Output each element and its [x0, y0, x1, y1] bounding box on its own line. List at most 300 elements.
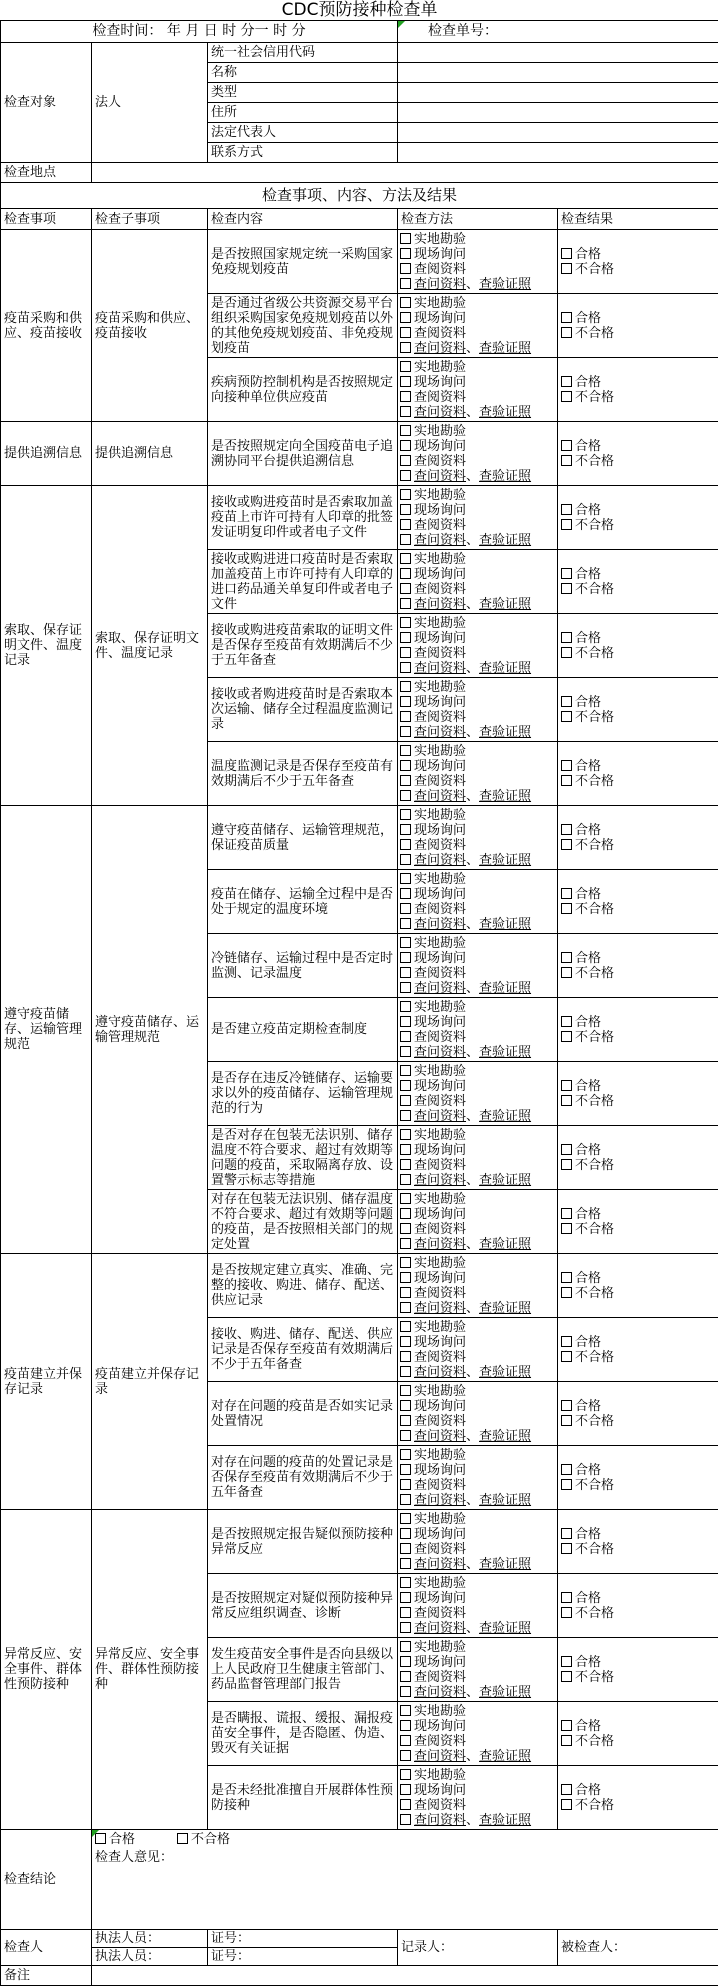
option-label: 、 [466, 404, 480, 420]
checkbox-icon[interactable] [400, 711, 411, 722]
content-cell: 发生疫苗安全事件是否向县级以上人民政府卫生健康主管部门、药品监督管理部门报告 [208, 1638, 398, 1702]
subject-field-label: 统一社会信用代码 [208, 43, 398, 63]
option-label: 不合格 [575, 709, 615, 725]
checkbox-icon[interactable] [400, 1031, 411, 1042]
checkbox-icon[interactable] [561, 1031, 572, 1042]
checkbox-icon[interactable] [400, 1001, 411, 1012]
checkbox-icon[interactable] [400, 1415, 411, 1426]
option-label: 不合格 [575, 965, 615, 981]
option-method [400, 1414, 555, 1429]
checkbox-icon[interactable] [561, 263, 572, 274]
checkbox-icon[interactable] [400, 662, 411, 673]
content-cell: 是否存在违反冷链储存、运输要求以外的疫苗储存、运输管理规范的行为 [208, 1062, 398, 1126]
checkbox-icon[interactable] [400, 632, 411, 643]
option-label: 查验证照 [479, 1428, 532, 1444]
checkbox-icon[interactable] [561, 1784, 572, 1795]
checkbox-icon[interactable] [561, 391, 572, 402]
checkbox-icon[interactable] [400, 1720, 411, 1731]
checkbox-icon[interactable] [400, 1193, 411, 1204]
checkbox-icon[interactable] [400, 263, 411, 274]
subject-field-value[interactable] [398, 63, 718, 83]
option-label: 查阅资料 [414, 1669, 467, 1685]
results-cell [558, 1382, 718, 1446]
checkbox-icon[interactable] [400, 1769, 411, 1780]
checkbox-icon[interactable] [561, 519, 572, 530]
checkbox-icon[interactable] [400, 504, 411, 515]
checkbox-icon[interactable] [400, 809, 411, 820]
checkbox-icon[interactable] [561, 1735, 572, 1746]
checkbox-icon[interactable] [400, 278, 411, 289]
checkbox-icon[interactable] [561, 903, 572, 914]
checkbox-icon[interactable] [400, 1784, 411, 1795]
option-result [561, 390, 715, 405]
checkbox-icon[interactable] [400, 1287, 411, 1298]
option-label: 、 [466, 1300, 480, 1316]
subject-label: 检查对象 [1, 43, 92, 163]
option-result [561, 1350, 715, 1365]
checkbox-icon[interactable] [400, 1558, 411, 1569]
checkbox-icon[interactable] [400, 1065, 411, 1076]
sheet-number-field[interactable] [398, 21, 718, 43]
inspection-time-field[interactable]: 检查时间： 年 月 日 时 分一 时 分 [1, 21, 398, 43]
methods-cell [398, 998, 558, 1062]
option-method [400, 1286, 555, 1301]
item-cell: 索取、保存证明文件、温度记录 [1, 486, 92, 806]
option-method [400, 1320, 555, 1335]
results-cell [558, 1574, 718, 1638]
checkbox-icon[interactable] [561, 583, 572, 594]
checkbox-icon[interactable] [400, 233, 411, 244]
checkbox-icon[interactable] [400, 248, 411, 259]
checkbox-icon[interactable] [400, 726, 411, 737]
option-label: 查阅资料 [414, 1349, 467, 1365]
checkbox-icon[interactable] [400, 455, 411, 466]
subject-field-value[interactable] [398, 123, 718, 143]
option-label: 查阅资料 [414, 581, 467, 597]
methods-cell [398, 742, 558, 806]
checkbox-icon[interactable] [400, 1208, 411, 1219]
option-label: 、 [466, 1620, 480, 1636]
checkbox-icon[interactable] [400, 1464, 411, 1475]
checkbox-icon[interactable] [400, 1080, 411, 1091]
option-label: 查问资料 [414, 1428, 467, 1444]
checkbox-icon[interactable] [561, 312, 572, 323]
checkbox-icon[interactable] [561, 1543, 572, 1554]
methods-cell [398, 1702, 558, 1766]
checkbox-icon[interactable] [400, 1735, 411, 1746]
checkbox-icon[interactable] [400, 598, 411, 609]
option-label: 合格 [575, 758, 602, 774]
col-header-item: 检查事项 [1, 209, 92, 230]
checkbox-icon[interactable] [400, 1479, 411, 1490]
option-method-combo [400, 1749, 555, 1764]
checkbox-icon[interactable] [561, 1479, 572, 1490]
checkbox-icon[interactable] [400, 1799, 411, 1810]
checkbox-icon[interactable] [561, 1607, 572, 1618]
checkbox-icon[interactable] [400, 647, 411, 658]
checkbox-icon[interactable] [400, 1366, 411, 1377]
checkbox-icon[interactable] [561, 568, 572, 579]
checkbox-icon[interactable] [561, 248, 572, 259]
checkbox-icon[interactable] [400, 470, 411, 481]
checkbox-icon[interactable] [561, 888, 572, 899]
methods-cell [398, 1446, 558, 1510]
subitem-cell: 提供追溯信息 [92, 422, 208, 486]
officer-field[interactable]: 执法人员： [92, 1930, 208, 1948]
checkbox-icon[interactable] [400, 1385, 411, 1396]
option-method [400, 1463, 555, 1478]
content-cell: 是否按照规定报告疑似预防接种异常反应 [208, 1510, 398, 1574]
checkbox-icon[interactable] [400, 1449, 411, 1460]
option-method [400, 710, 555, 725]
subject-field-value[interactable] [398, 143, 718, 163]
checkbox-icon[interactable] [561, 647, 572, 658]
checkbox-icon[interactable] [400, 1686, 411, 1697]
checkbox-icon[interactable] [561, 1272, 572, 1283]
option-label: 查问资料 [414, 276, 467, 292]
checkbox-icon[interactable] [400, 790, 411, 801]
remark-value-field[interactable] [92, 1966, 718, 1986]
option-label: 合格 [575, 1206, 602, 1222]
checkbox-icon[interactable] [400, 489, 411, 500]
conclusion-options [95, 1831, 715, 1849]
option-label: 合格 [575, 1142, 602, 1158]
option-label: 查阅资料 [414, 1221, 467, 1237]
checkbox-icon[interactable] [400, 873, 411, 884]
recorder-field[interactable]: 记录人： [398, 1930, 558, 1966]
checkbox-icon[interactable] [561, 1799, 572, 1810]
results-cell [558, 1062, 718, 1126]
checkbox-icon[interactable] [400, 1641, 411, 1652]
checkbox-icon[interactable] [400, 440, 411, 451]
content-cell: 是否未经批准擅自开展群体性预防接种 [208, 1766, 398, 1830]
option-label: 现场询问 [414, 758, 467, 774]
checkbox-icon[interactable] [400, 1607, 411, 1618]
option-label: 实地勘验 [414, 999, 467, 1015]
option-method [400, 247, 555, 262]
inspected-party-field[interactable]: 被检查人： [558, 1930, 718, 1966]
checkbox-icon[interactable] [561, 1415, 572, 1426]
option-label: 现场询问 [414, 1142, 467, 1158]
content-cell: 对存在问题的疫苗是否如实记录处置情况 [208, 1382, 398, 1446]
option-method-combo [400, 917, 555, 932]
option-label: 现场询问 [414, 694, 467, 710]
option-label: 查验证照 [479, 980, 532, 996]
option-result [561, 966, 715, 981]
checkbox-icon[interactable] [561, 1095, 572, 1106]
option-label: 实地勘验 [414, 423, 467, 439]
checkbox-icon[interactable] [400, 824, 411, 835]
option-method-combo [400, 597, 555, 612]
checkbox-icon[interactable] [400, 681, 411, 692]
option-label: 查问资料 [414, 1108, 467, 1124]
option-label: 查验证照 [479, 724, 532, 740]
results-cell [558, 1638, 718, 1702]
option-label: 现场询问 [414, 1334, 467, 1350]
option-label: 查验证照 [479, 1172, 532, 1188]
option-result [561, 326, 715, 341]
option-method [400, 488, 555, 503]
checkbox-icon[interactable] [400, 1671, 411, 1682]
results-cell [558, 934, 718, 998]
results-cell [558, 998, 718, 1062]
option-label: 实地勘验 [414, 295, 467, 311]
option-method [400, 1527, 555, 1542]
checkbox-icon[interactable] [561, 824, 572, 835]
subject-field-value[interactable] [398, 83, 718, 103]
checkbox-icon[interactable] [400, 534, 411, 545]
checkbox-icon[interactable] [400, 406, 411, 417]
option-method-combo [400, 1301, 555, 1316]
checkbox-icon[interactable] [400, 568, 411, 579]
checkbox-icon[interactable] [400, 361, 411, 372]
checkbox-icon[interactable] [400, 1272, 411, 1283]
checkbox-icon[interactable] [561, 1592, 572, 1603]
checkbox-icon[interactable] [400, 1577, 411, 1588]
option-method [400, 1591, 555, 1606]
option-method [400, 1542, 555, 1557]
checkbox-icon[interactable] [400, 1814, 411, 1825]
checkbox-icon[interactable] [400, 391, 411, 402]
cert-number-field[interactable]: 证号： [208, 1930, 398, 1948]
checkbox-icon[interactable] [561, 775, 572, 786]
results-cell [558, 486, 718, 550]
option-method [400, 552, 555, 567]
checkbox-icon[interactable] [400, 553, 411, 564]
option-label: 、 [466, 1492, 480, 1508]
content-cell: 温度监测记录是否保存至疫苗有效期满后不少于五年备查 [208, 742, 398, 806]
checkbox-icon[interactable] [561, 1223, 572, 1234]
checkbox-icon[interactable] [400, 1430, 411, 1441]
checkbox-icon[interactable] [400, 1336, 411, 1347]
option-label: 实地勘验 [414, 1063, 467, 1079]
methods-cell [398, 1574, 558, 1638]
option-label: 现场询问 [414, 1462, 467, 1478]
option-method [400, 1576, 555, 1591]
option-method [400, 1192, 555, 1207]
option-label: 查问资料 [414, 1364, 467, 1380]
checkbox-icon[interactable] [400, 696, 411, 707]
option-method [400, 424, 555, 439]
checkbox-icon[interactable] [561, 696, 572, 707]
checkbox-icon[interactable] [561, 1656, 572, 1667]
comment-marker-icon [398, 21, 405, 28]
checkbox-icon[interactable] [561, 440, 572, 451]
option-label: 查验证照 [479, 532, 532, 548]
conclusion-field[interactable] [92, 1830, 718, 1930]
option-method [400, 646, 555, 661]
checkbox-icon[interactable] [400, 854, 411, 865]
checkbox-icon[interactable] [177, 1833, 188, 1844]
checkbox-icon[interactable] [561, 1400, 572, 1411]
checkbox-icon[interactable] [400, 1174, 411, 1185]
results-cell [558, 1190, 718, 1254]
checkbox-icon[interactable] [400, 937, 411, 948]
checkbox-icon[interactable] [561, 967, 572, 978]
checkbox-icon[interactable] [400, 775, 411, 786]
checkbox-icon[interactable] [400, 1016, 411, 1027]
option-method-combo [400, 981, 555, 996]
content-cell: 接收或购进疫苗时是否索取加盖疫苗上市许可持有人印章的批签发证明复印件或者电子文件 [208, 486, 398, 550]
option-result [561, 759, 715, 774]
option-result [561, 951, 715, 966]
item-cell: 疫苗建立并保存记录 [1, 1254, 92, 1510]
checkbox-icon[interactable] [400, 1705, 411, 1716]
checkbox-icon[interactable] [400, 519, 411, 530]
option-method [400, 1655, 555, 1670]
option-label: 现场询问 [414, 1206, 467, 1222]
checkbox-icon[interactable] [400, 745, 411, 756]
checkbox-icon[interactable] [561, 455, 572, 466]
checkbox-icon[interactable] [400, 1144, 411, 1155]
checkbox-icon[interactable] [400, 952, 411, 963]
checkbox-icon[interactable] [561, 632, 572, 643]
checkbox-icon[interactable] [400, 1159, 411, 1170]
checkbox-icon[interactable] [400, 327, 411, 338]
option-method [400, 1143, 555, 1158]
option-label: 查验证照 [479, 596, 532, 612]
option-method [400, 1384, 555, 1399]
option-method [400, 567, 555, 582]
methods-cell [398, 230, 558, 294]
option-label: 不合格 [575, 1605, 615, 1621]
checkbox-icon[interactable] [561, 1287, 572, 1298]
checkbox-icon[interactable] [400, 1494, 411, 1505]
option-result [561, 774, 715, 789]
checkbox-icon[interactable] [400, 1622, 411, 1633]
content-cell: 是否建立疫苗定期检查制度 [208, 998, 398, 1062]
option-method [400, 1448, 555, 1463]
option-label: 查阅资料 [414, 1029, 467, 1045]
option-label: 合格 [575, 246, 602, 262]
option-label: 查验证照 [479, 1812, 532, 1828]
subject-entity-type: 法人 [92, 43, 208, 163]
location-value-field[interactable] [92, 163, 718, 183]
checkbox-icon[interactable] [400, 297, 411, 308]
option-method [400, 838, 555, 853]
checkbox-icon[interactable] [400, 1543, 411, 1554]
checkbox-icon[interactable] [400, 1321, 411, 1332]
option-label: 实地勘验 [414, 743, 467, 759]
option-result [561, 375, 715, 390]
checkbox-icon[interactable] [561, 1464, 572, 1475]
checkbox-icon[interactable] [400, 1302, 411, 1313]
checkbox-icon[interactable] [400, 903, 411, 914]
checkbox-icon[interactable] [561, 1144, 572, 1155]
option-label: 、 [466, 1812, 480, 1828]
option-label: 合格 [575, 310, 602, 326]
option-method-combo [400, 1813, 555, 1828]
option-label: 合格 [575, 886, 602, 902]
checkbox-icon[interactable] [400, 1238, 411, 1249]
option-label: 不合格 [575, 1349, 615, 1365]
checkbox-icon[interactable] [561, 839, 572, 850]
checkbox-icon[interactable] [400, 1257, 411, 1268]
checkbox-icon[interactable] [561, 1080, 572, 1091]
option-label: 、 [466, 596, 480, 612]
cert-number-field[interactable]: 证号： [208, 1948, 398, 1966]
option-result [561, 710, 715, 725]
checkbox-icon[interactable] [561, 1208, 572, 1219]
option-label: 不合格 [575, 453, 615, 469]
checkbox-icon[interactable] [400, 312, 411, 323]
option-result [561, 838, 715, 853]
option-label: 查问资料 [414, 1172, 467, 1188]
option-method [400, 518, 555, 533]
option-label: 查验证照 [479, 1364, 532, 1380]
option-label: 不合格 [575, 1797, 615, 1813]
checkbox-icon[interactable] [561, 1671, 572, 1682]
checkbox-icon[interactable] [400, 760, 411, 771]
checkbox-icon[interactable] [400, 1046, 411, 1057]
option-result [561, 1094, 715, 1109]
checkbox-icon[interactable] [400, 583, 411, 594]
checkbox-icon[interactable] [561, 952, 572, 963]
checkbox-icon[interactable] [561, 1351, 572, 1362]
checkbox-icon[interactable] [400, 1400, 411, 1411]
checkbox-icon[interactable] [561, 504, 572, 515]
checkbox-icon[interactable] [400, 1656, 411, 1667]
checkbox-icon[interactable] [561, 327, 572, 338]
checkbox-icon[interactable] [561, 376, 572, 387]
checkbox-icon[interactable] [400, 982, 411, 993]
option-method [400, 1704, 555, 1719]
checkbox-icon[interactable] [561, 711, 572, 722]
checkbox-icon[interactable] [400, 1110, 411, 1121]
subject-field-label: 类型 [208, 83, 398, 103]
option-method [400, 1350, 555, 1365]
checkbox-icon[interactable] [400, 425, 411, 436]
option-label: 查阅资料 [414, 709, 467, 725]
subject-field-value[interactable] [398, 103, 718, 123]
checkbox-icon[interactable] [400, 1592, 411, 1603]
officer-field[interactable]: 执法人员： [92, 1948, 208, 1966]
option-label: 现场询问 [414, 246, 467, 262]
results-cell [558, 422, 718, 486]
subject-field-value[interactable] [398, 43, 718, 63]
checkbox-icon[interactable] [400, 967, 411, 978]
checkbox-icon[interactable] [400, 376, 411, 387]
option-label: 查阅资料 [414, 389, 467, 405]
option-label: 查问资料 [414, 916, 467, 932]
checkbox-icon[interactable] [400, 1750, 411, 1761]
col-header-method: 检查方法 [398, 209, 558, 230]
checkbox-icon[interactable] [400, 1095, 411, 1106]
checkbox-icon[interactable] [561, 1528, 572, 1539]
checkbox-icon[interactable] [400, 1528, 411, 1539]
option-result [561, 1222, 715, 1237]
checkbox-icon[interactable] [400, 1513, 411, 1524]
checkbox-icon[interactable] [561, 760, 572, 771]
option-result [561, 646, 715, 661]
option-label: 实地勘验 [414, 1383, 467, 1399]
checkbox-icon[interactable] [400, 839, 411, 850]
option-result [561, 311, 715, 326]
checkbox-icon[interactable] [400, 617, 411, 628]
section-title: 检查事项、内容、方法及结果 [1, 183, 718, 209]
checkbox-icon[interactable] [400, 342, 411, 353]
checkbox-icon[interactable] [400, 888, 411, 899]
checkbox-icon[interactable] [400, 1223, 411, 1234]
checkbox-icon[interactable] [400, 918, 411, 929]
checkbox-icon[interactable] [561, 1720, 572, 1731]
checkbox-icon[interactable] [561, 1159, 572, 1170]
checkbox-icon[interactable] [561, 1336, 572, 1347]
option-label: 查验证照 [479, 916, 532, 932]
checkbox-icon[interactable] [400, 1129, 411, 1140]
checkbox-icon[interactable] [561, 1016, 572, 1027]
checkbox-icon[interactable] [400, 1351, 411, 1362]
